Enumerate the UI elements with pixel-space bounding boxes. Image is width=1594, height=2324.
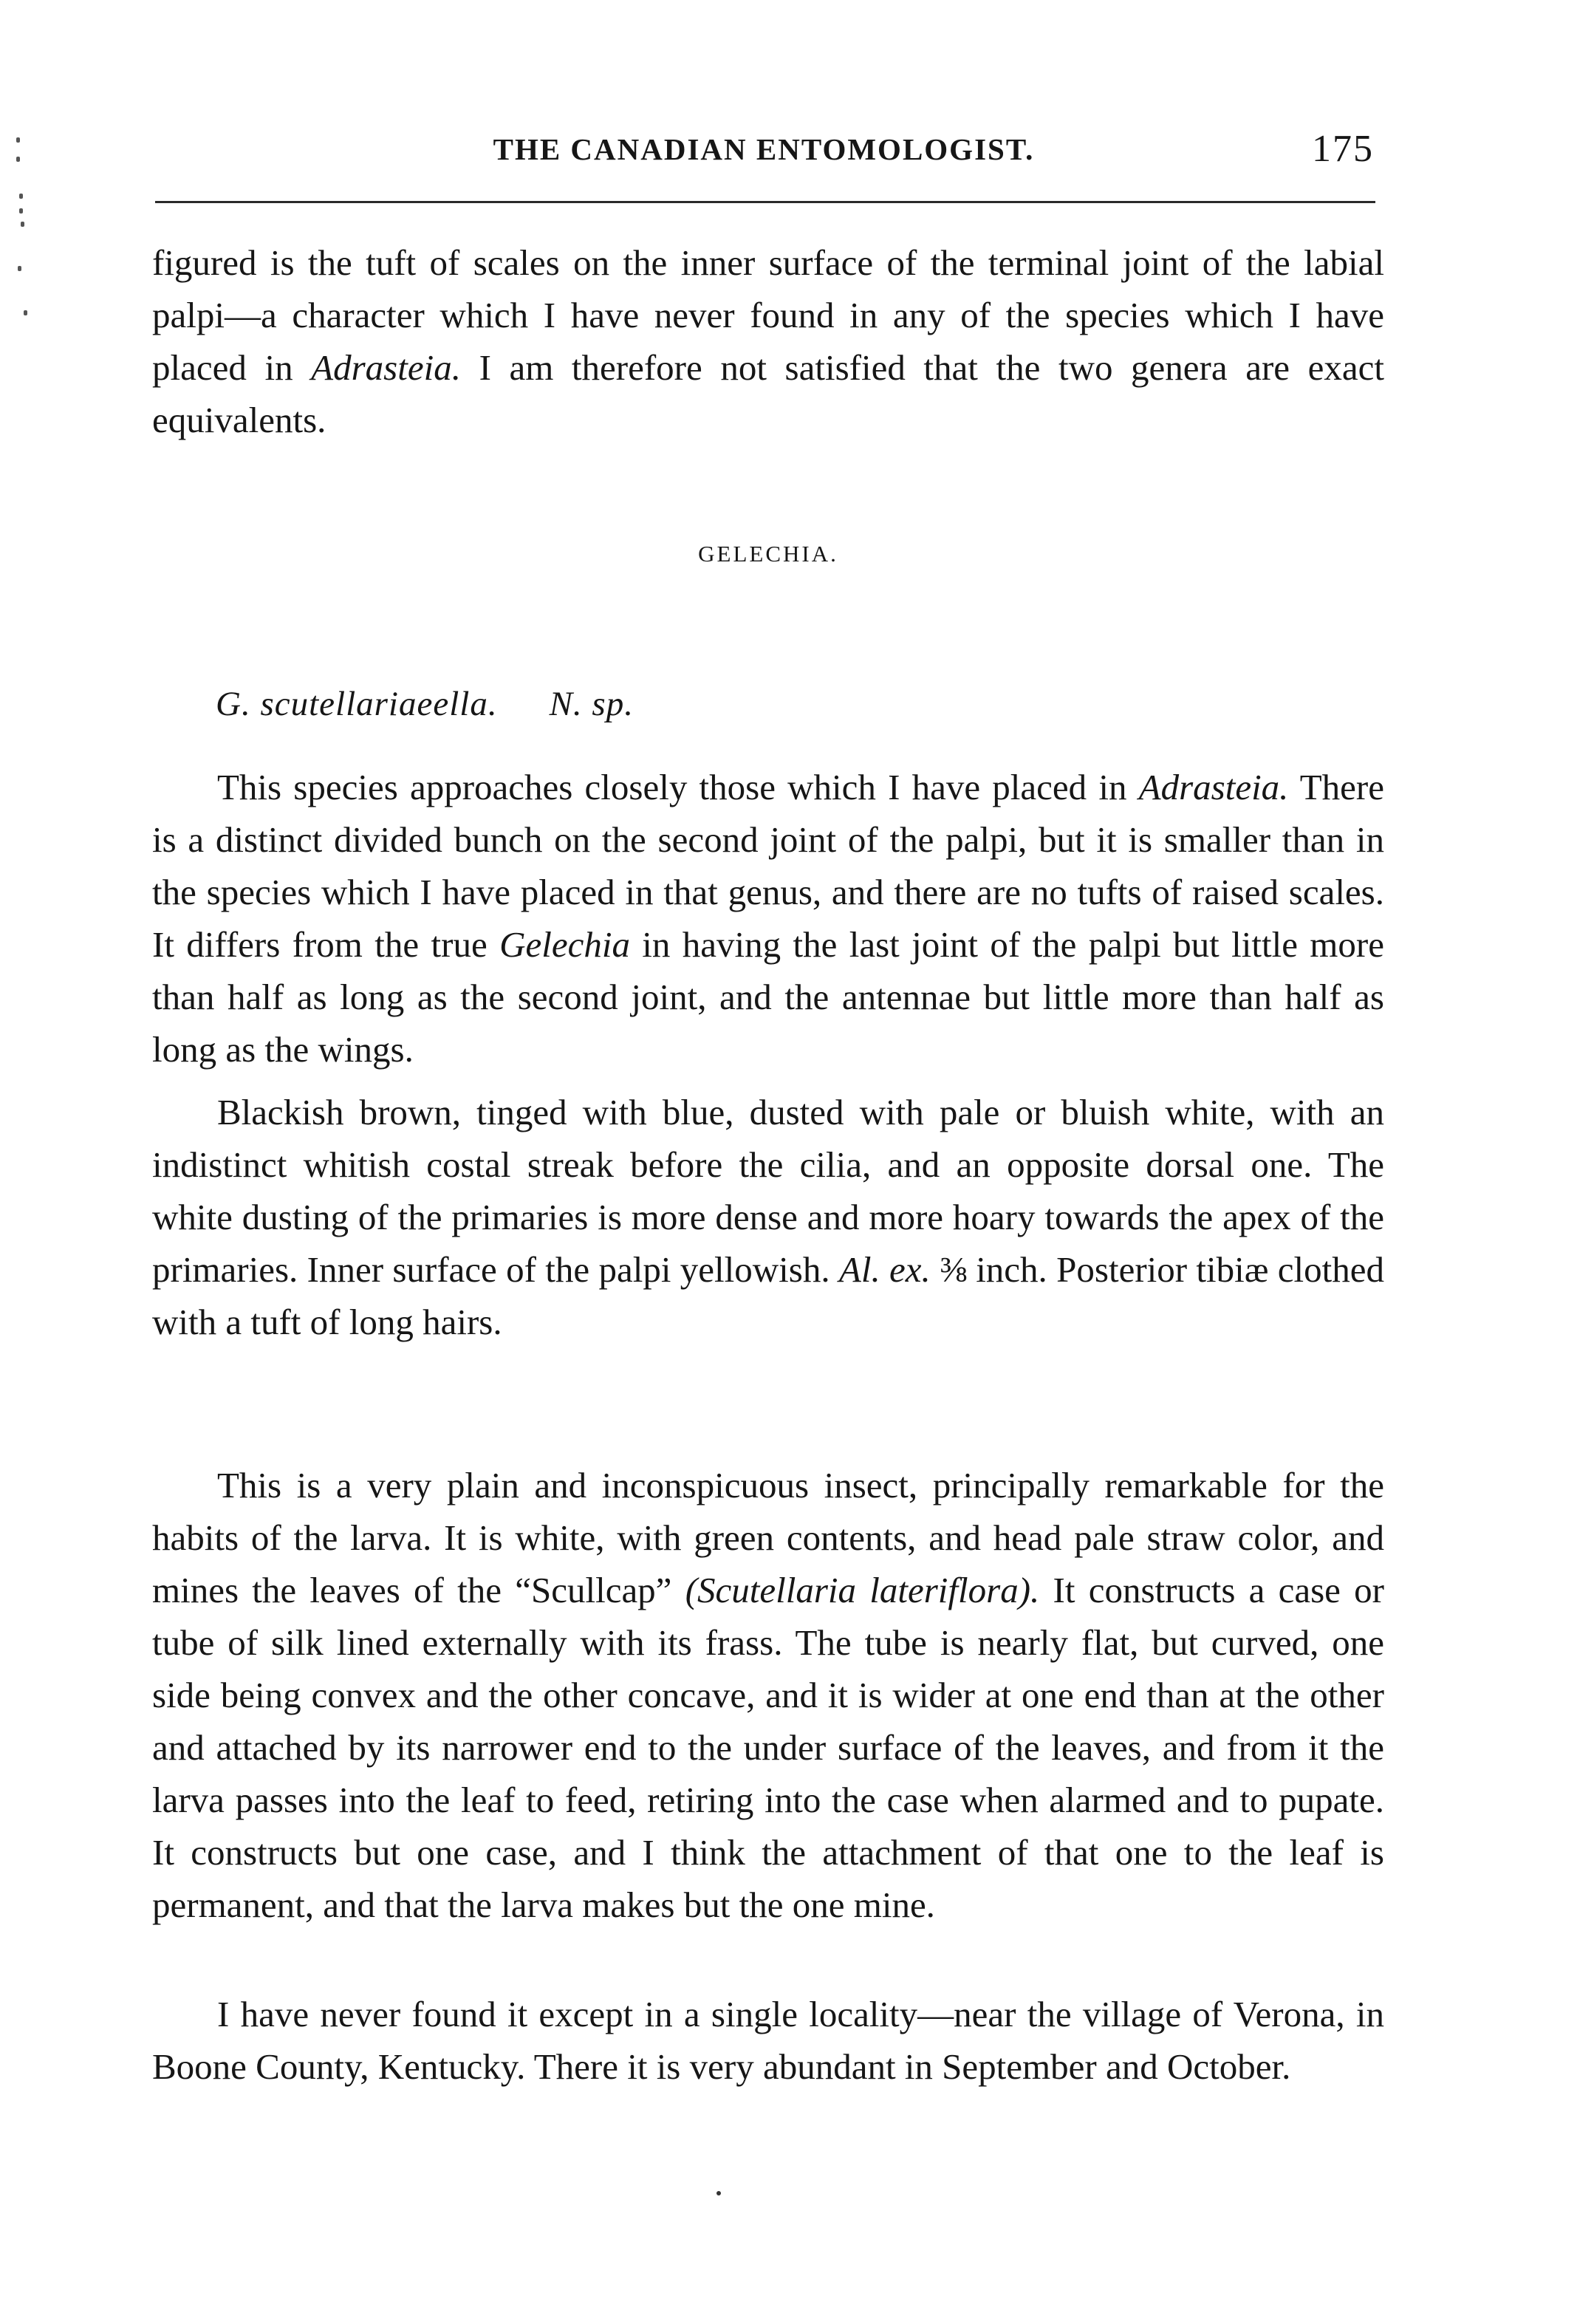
text-run: This species approaches closely those which I have placed in	[217, 767, 1139, 807]
genus-name-italic: Gelechia	[499, 924, 630, 965]
margin-speck	[19, 194, 23, 199]
text-run: I am therefore not satisfied that the two genera are exact equivalents.	[152, 347, 1384, 440]
header-rule	[155, 201, 1375, 203]
text-run: in having the last joint of the palpi but little more than half as long as the second joint, and the antennae but little more than half as long as the wings.	[152, 924, 1384, 1070]
text-run: There is a distinct divided bunch on the second joint of the palpi, but it is smaller than in the species which I have placed in that genus, and there are no tufts of raised scales. It differs from the true	[152, 767, 1384, 965]
text-run: figured is the tuft of scales on the inner surface of the terminal joint of the labial palpi—a character which I have never found in any of the species which I have placed in	[152, 242, 1384, 388]
text-run: ⅜ inch. Posterior tibiæ clothed with a tuft of long hairs.	[152, 1249, 1384, 1342]
paragraph-coloration	[152, 1086, 1384, 1348]
footer-speck	[716, 2191, 721, 2195]
species-name: G. scutellariaeella.	[216, 685, 498, 723]
margin-speck	[21, 222, 24, 227]
margin-speck	[18, 266, 21, 271]
running-head	[151, 127, 1377, 179]
page-number: 175	[1312, 128, 1374, 170]
margin-speck	[24, 310, 27, 315]
margin-speck	[16, 137, 20, 143]
paragraph-larva	[152, 1459, 1384, 1931]
section-heading: GELECHIA.	[698, 541, 838, 567]
margin-speck	[19, 208, 23, 213]
journal-title: THE CANADIAN ENTOMOLOGIST.	[493, 132, 1035, 166]
paragraph-description	[152, 761, 1384, 1076]
plant-name-italic: (Scutellaria lateriflora).	[685, 1570, 1040, 1610]
text-run: Blackish brown, tinged with blue, dusted with pale or bluish white, with an indistinct whitish costal streak before the cilia, and an opposite dorsal one. The white dusting of the primaries is more dense and more hoary towards the apex of the primaries. Inner surface of the palpi yellowish.	[152, 1092, 1384, 1290]
genus-name-italic: Adrasteia.	[1138, 767, 1289, 807]
genus-name-italic: Adrasteia.	[311, 347, 461, 388]
margin-speck	[16, 157, 20, 162]
text-run: It constructs a case or tube of silk lined externally with its frass. The tube is nearly flat, but curved, one side being convex and the other concave, and it is wider at one end than at the other and attached by its narrower end to the under surface of the leaves, and from it the larva passes into the leaf to feed, retiring into the case when alarmed and to pupate. It constructs but one case, and I think the attachment of that one to the leaf is permanent, and that the larva makes but the one mine.	[152, 1570, 1384, 1925]
abbreviation-italic: Al. ex.	[838, 1249, 931, 1290]
paragraph-locality	[152, 1988, 1384, 2093]
species-status: N. sp.	[549, 685, 634, 723]
species-heading	[216, 684, 634, 724]
text-run: I have never found it except in a single locality—near the village of Verona, in Boone County, Kentucky. There it is very abundant in September and October.	[152, 1994, 1384, 2087]
paragraph-continued	[152, 236, 1384, 446]
text-run: This is a very plain and inconspicuous insect, principally remarkable for the habits of the larva. It is white, with green contents, and head pale straw color, and mines the leaves of the “Scullcap”	[152, 1465, 1384, 1610]
